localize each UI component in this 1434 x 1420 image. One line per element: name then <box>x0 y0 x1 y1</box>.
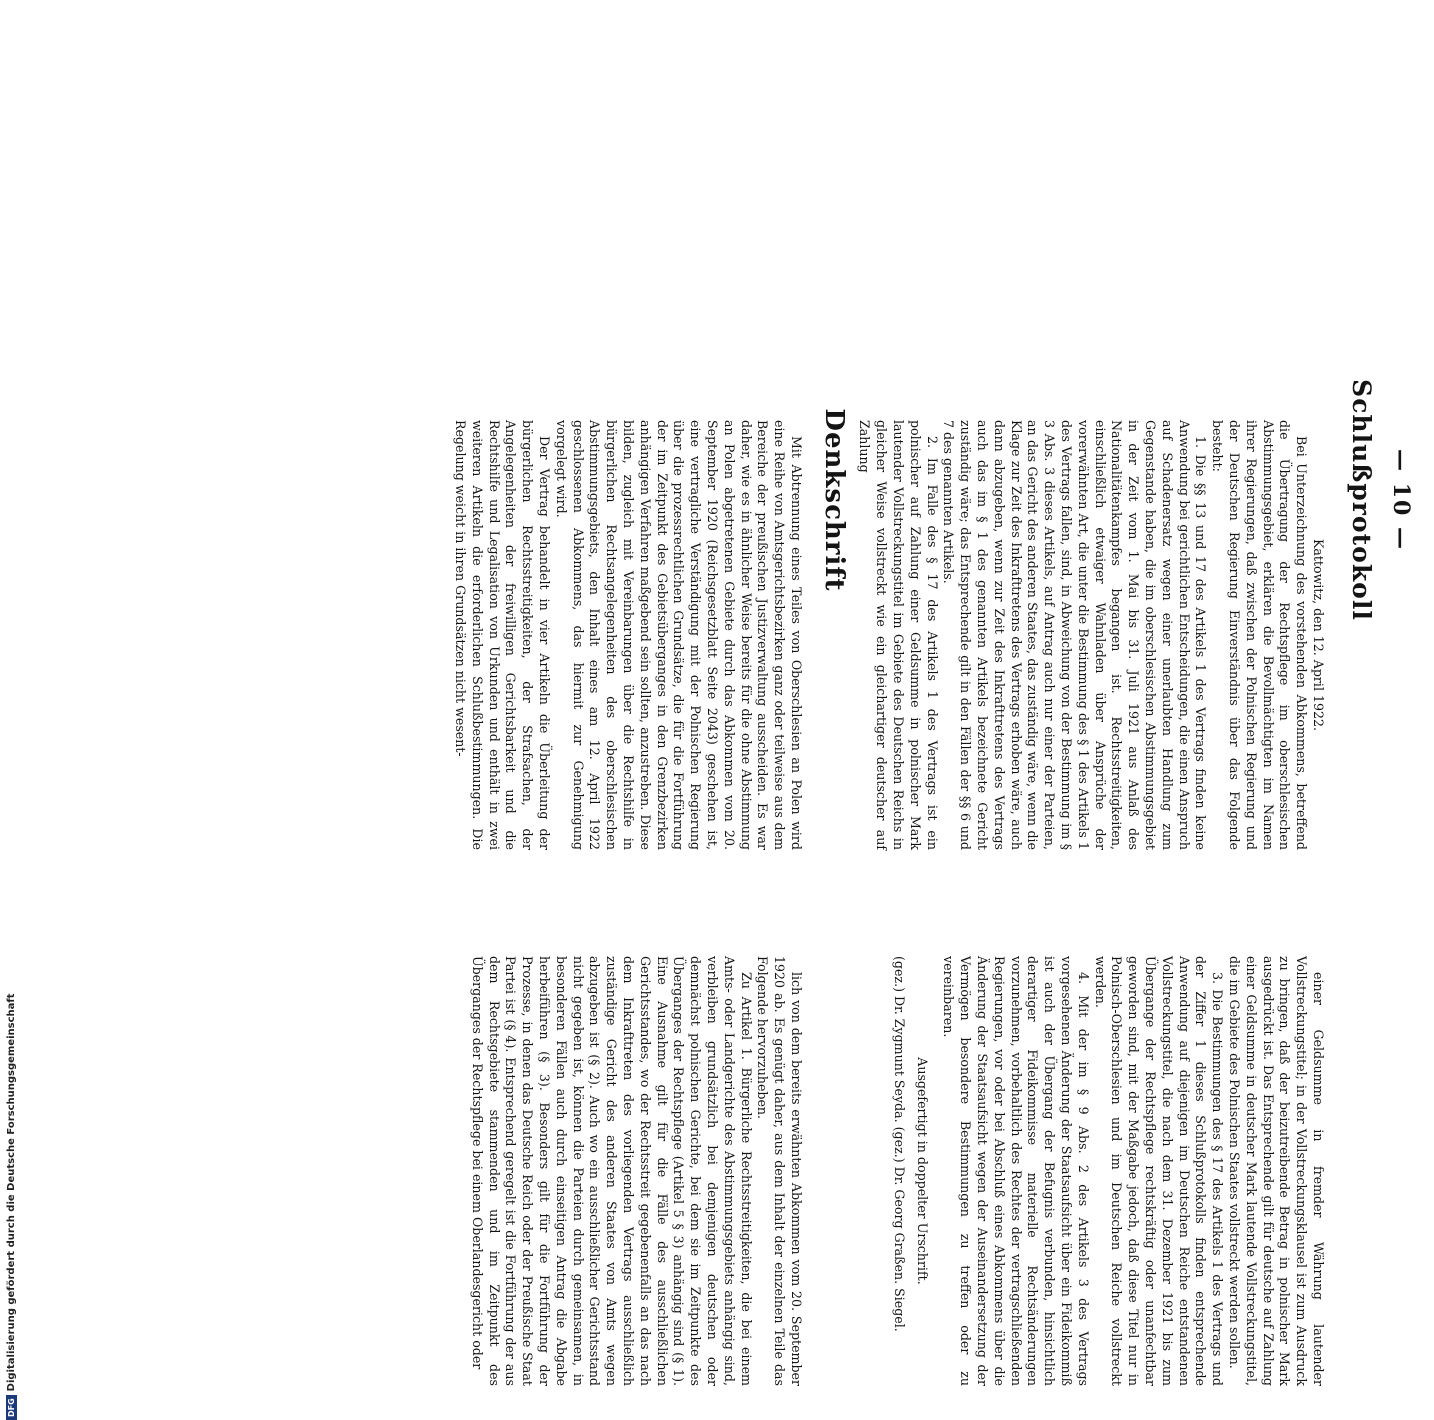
dfg-logo: DFG <box>6 1395 17 1420</box>
memo-paragraph: Zu Artikel 1. Bürgerliche Rechtsstreitigkeiten, die bei einem Amts- oder Landgerichte des Abstimmungsgebiets anhängig sind, verbleiben grundsätzlich bei demjenigen deutschen oder demnächst polnischen Gerichte, bei dem sie im Zeitpunkte des Überganges der Rechtspflege (Artikel 5 § 3) anhängig sind (§ 1). Eine Ausnahme gilt für die Fälle des ausschließlichen Gerichtsstandes, wo der Rechtsstreit gegebenenfalls an das nach dem Inkrafttreten des vorliegenden Vertrags ausschließlich zuständige Gericht des anderen Staates von Amts wegen abzugeben ist (§ 2). Auch wo ein ausschließlicher Gerichtsstand nicht gegeben ist, können die Parteien durch gemeinsamen, in besonderen Fällen auch durch einseitigen Antrag die Abgabe herbeiführen (§ 3). Besonders gilt für die Fortführung der Prozesse, in denen das Deutsche Reich oder der Preußische Staat Partei ist (§ 4). Entsprechend geregelt ist die Fortführung der aus dem Rechtsgebiete stammenden und im Zeitpunkt des Überganges der Rechtspflege bei einem Oberlandesgericht oder <box>469 956 754 1386</box>
digitization-note <box>6 993 22 1420</box>
protocol-paragraph: 1. Die §§ 13 und 17 des Artikels 1 des Vertrags finden keine Anwendung bei gerichtlichen Entscheidungen, die einen Anspruch auf Schadenersatz wegen einer unerlaubten Handlung zum Gegenstande haben, die im oberschlesischen Abstimmungsgebiet in der Zeit vom 1. Mai bis 31. Juli 1921 aus Anlaß des Nationalitätenkampfes begangen ist. Rechtsstreitigkeiten, einschließlich etwaiger Wahnladen über Ansprüche der vorerwähnten Art, die unter die Bestimmung des § 1 des Artikels 1 des Vertrags fallen, sind, in Abweichung von der Bestimmung im § 3 Abs. 3 dieses Artikels, auf Antrag auch nur einer der Parteien, an das Gericht des anderen Staates, das zuständig wäre, wenn die Klage zur Zeit des Inkrafttretens des Vertrags erhoben wäre, auch dann abzugeben, wenn zur Zeit des Inkrafttretens des Vertrags auch das im § 1 des genannten Artikels bezeichnete Gericht zuständig wäre; das Entsprechende gilt in den Fällen der §§ 6 und 7 des genannten Artikels. <box>941 420 1209 850</box>
protocol-column-right <box>890 956 1326 1386</box>
memo-right-paragraphs <box>468 956 804 1386</box>
memo-left-paragraphs <box>451 420 804 850</box>
protocol-left-paragraphs <box>856 420 1310 850</box>
protocol-column-left <box>856 420 1326 850</box>
protocol-paragraph: 3. Die Bestimmungen des § 17 des Artikels 1 des Vertrags und der Ziffer 1 dieses Schlußprotokolls finden entsprechende Anwendung auf diejenigen im Deutschen Reiche entstandenen Vollstreckungstitel, die nach dem 31. Dezember 1921 bis zum Übergange der Rechtspflege rechtskräftig oder unanfechtbar geworden sind, mit der Maßgabe jedoch, daß diese Titel nur in Polnisch-Oberschlesien und im Deutschen Reiche vollstreckt werden. <box>1092 956 1226 1386</box>
protocol-paragraph: 4. Mit der im § 9 Abs. 2 des Artikels 3 des Vertrags vorgesehenen Änderung der Staatsaufsicht über ein Fideikommiß ist auch der Übergang der Befugnis verbunden, hinsichtlich derartiger Fideikommisse materielle Rechtsänderungen vorzunehmen, vorbehaltlich des Rechtes der vertragschließenden Regierungen, vor oder bei Abschluß eines Abkommens über die Änderung der Staatsaufsicht wegen der Auseinandersetzung der Vermögen besondere Bestimmungen zu treffen oder zu vereinbaren. <box>941 956 1091 1386</box>
memo-column-left <box>451 420 804 850</box>
memo-paragraph: Der Vertrag behandelt in vier Artikeln die Überleitung der bürgerlichen Rechtsstreitigkeiten, der Strafsachen, der Angelegenheiten der freiwilligen Gerichtsbarkeit und die Rechtshilfe und Legalisation von Urkunden und enthält in zwei weiteren Artikeln die erforderlichen Schlußbestimmungen. Die Regelung weicht in ihren Grundsätzen nicht wesent- <box>453 420 553 850</box>
signature: (gez.) Dr. Zygmunt Seyda. (gez.) Dr. Georg Graßen. Siegel. <box>891 956 907 1332</box>
digitization-text: Digitalisierung gefördert durch die Deutsche Forschungsgemeinschaft <box>6 993 17 1392</box>
page-number: — 10 — <box>1388 449 1414 551</box>
section-title: Schlußprotokoll <box>1347 379 1376 621</box>
protocol-paragraph: Bei Unterzeichnung des vorstehenden Abkommens, betreffend die Übertragung der Rechtspflege im oberschlesischen Abstimmungsgebiet, erklären die Bevollmächtigten im Namen ihrer Regierungen, daß zwischen der Polnischen Regierung und der Deutschen Regierung Einverständnis über das Folgende besteht: <box>1210 420 1310 850</box>
memo-title: Denkschrift <box>819 408 849 592</box>
protocol-paragraph: 2. Im Falle des § 17 des Artikels 1 des Vertrags ist ein polnischer auf Zahlung einer Geldsumme in polnischer Mark lautender Vollstreckungstitel im Gebiete des Deutschen Reichs in gleicher Weise vollstreckt wie ein gleichartiger deutscher auf Zahlung <box>857 420 940 850</box>
memo-paragraph: lich von dem bereits erwähnten Abkommen vom 20. September 1920 ab. Es genügt daher, aus dem Inhalt der einzelnen Teile das Folgende hervorzuheben. <box>755 956 804 1386</box>
memo-column-right <box>468 956 804 1386</box>
dateline: Kattowitz, den 12. April 1922. <box>1311 538 1326 732</box>
memo-paragraph: Mit Abtrennung eines Teiles von Oberschlesien an Polen wird eine Reihe von Amtsgerichtsbezirken ganz oder teilweise aus dem Bereiche der preußischen Justizverwaltung ausscheiden. Es war daher, wie es in ähnlicher Weise bereits für die ohne Abstimmung an Polen abgetretenen Gebiete durch das Abkommen vom 20. September 1920 (Reichsgesetzblatt Seite 2043) geschehen ist, eine vertragliche Verständigung mit der Polnischen Regierung über die prozessrechtlichen Grundsätze, die für die Fortführung der im Zeitpunkt des Gebietsüberganges in den Grenzbezirken anhängigen Verfahren maßgebend sein sollten, anzustreben. Diese bilden, zugleich mit Vereinbarungen über die Rechtshilfe in bürgerlichen Rechtsangelegenheiten des oberschlesischen Abstimmungsgebiets, den Inhalt eines am 12. April 1922 geschlossenen Abkommens, das hiermit zur Genehmigung vorgelegt wird. <box>553 420 804 850</box>
signature-note: Ausgefertigt in doppelter Urschrift. <box>914 1057 930 1285</box>
protocol-paragraph: einer Geldsumme in fremder Währung lautender Vollstreckungstitel; in der Vollstreckungsklausel ist zum Ausdruck zu bringen, daß der beizutreibende Betrag in polnischer Mark ausgedrückt ist. Das Entsprechende gilt für deutsche auf Zahlung einer Geldsumme in deutscher Mark lautende Vollstreckungstitel, die im Gebiete des Polnischen Staates vollstreckt werden sollen. <box>1227 956 1326 1386</box>
protocol-right-paragraphs <box>940 956 1326 1386</box>
